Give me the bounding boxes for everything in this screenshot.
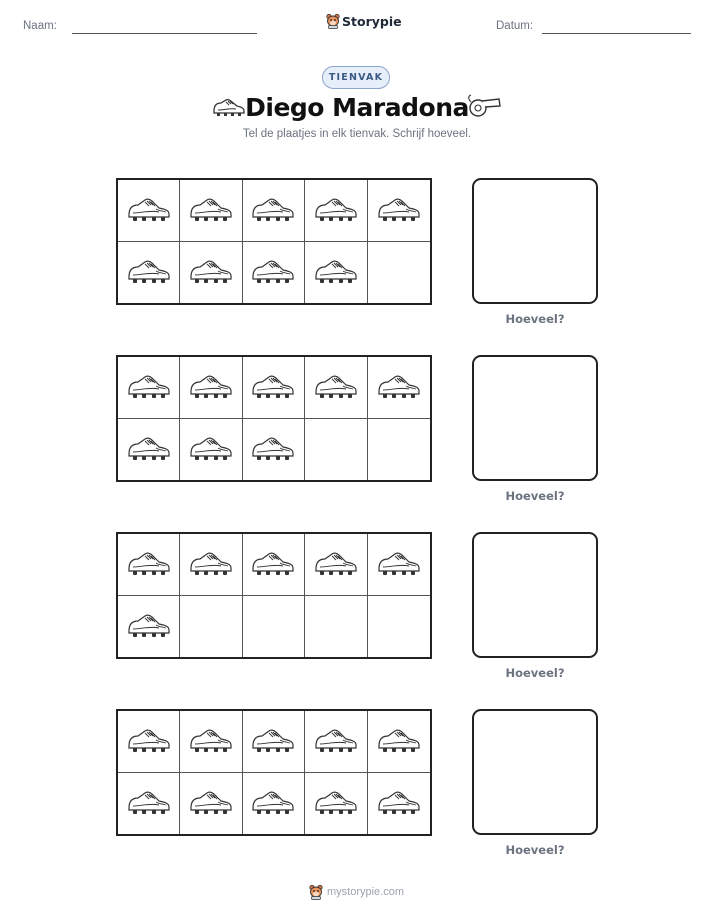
footer-url: mystorypie.com bbox=[327, 886, 405, 898]
ten-frame-cell bbox=[243, 419, 305, 481]
football-boot-icon bbox=[250, 257, 296, 287]
football-boot-icon bbox=[250, 549, 296, 579]
brand-name: Storypie bbox=[342, 13, 402, 29]
ten-frame-cell bbox=[118, 242, 180, 304]
brand-logo bbox=[326, 13, 402, 29]
football-boot-icon bbox=[250, 788, 296, 818]
football-boot-icon bbox=[188, 257, 234, 287]
name-line[interactable] bbox=[72, 33, 257, 34]
football-boot-icon bbox=[188, 434, 234, 464]
ten-frame-cell bbox=[118, 419, 180, 481]
ten-frame-cell bbox=[118, 357, 180, 419]
ten-frame-cell bbox=[368, 773, 430, 835]
football-boot-icon bbox=[376, 549, 422, 579]
ten-frame-cell bbox=[368, 419, 430, 481]
ten-frame-cell bbox=[305, 357, 367, 419]
answer-label: Hoeveel? bbox=[505, 666, 565, 680]
football-boot-icon bbox=[188, 195, 234, 225]
ten-frame-cell bbox=[180, 242, 242, 304]
football-boot-icon bbox=[313, 549, 359, 579]
football-boot-icon bbox=[126, 549, 172, 579]
ten-frame-cell bbox=[118, 596, 180, 658]
name-label: Naam: bbox=[23, 20, 57, 32]
football-boot-icon bbox=[126, 372, 172, 402]
ten-frame-cell bbox=[180, 596, 242, 658]
answer-box[interactable] bbox=[472, 532, 598, 658]
football-boot-icon bbox=[376, 372, 422, 402]
category-badge: TIENVAK bbox=[322, 66, 390, 89]
football-boot-icon bbox=[126, 726, 172, 756]
ten-frame-cell bbox=[243, 773, 305, 835]
answer-box[interactable] bbox=[472, 709, 598, 835]
ten-frame-cell bbox=[243, 711, 305, 773]
ten-frame-cell bbox=[243, 596, 305, 658]
answer-label: Hoeveel? bbox=[505, 489, 565, 503]
football-boot-icon bbox=[126, 611, 172, 641]
footer bbox=[309, 884, 404, 900]
ten-frame-cell bbox=[305, 534, 367, 596]
ten-frame-cell bbox=[118, 711, 180, 773]
ten-frame-cell bbox=[180, 773, 242, 835]
ten-frame bbox=[116, 355, 432, 482]
football-boot-icon bbox=[188, 372, 234, 402]
football-boot-icon bbox=[313, 726, 359, 756]
page-title: Diego Maradona bbox=[245, 93, 469, 122]
ten-frame-cell bbox=[118, 773, 180, 835]
answer-label: Hoeveel? bbox=[505, 312, 565, 326]
football-boot-icon bbox=[313, 257, 359, 287]
football-boot-icon bbox=[188, 788, 234, 818]
football-boot-icon bbox=[376, 788, 422, 818]
ten-frame-cell bbox=[243, 242, 305, 304]
answer-box[interactable] bbox=[472, 355, 598, 481]
ten-frame-cell bbox=[305, 773, 367, 835]
football-boot-icon bbox=[126, 195, 172, 225]
ten-frame-cell bbox=[305, 419, 367, 481]
football-boot-icon bbox=[126, 788, 172, 818]
answer-box[interactable] bbox=[472, 178, 598, 304]
football-boot-icon bbox=[188, 549, 234, 579]
ten-frame-cell bbox=[368, 711, 430, 773]
ten-frame-cell bbox=[118, 534, 180, 596]
football-boot-icon bbox=[376, 195, 422, 225]
football-boot-icon bbox=[313, 195, 359, 225]
ten-frame-cell bbox=[180, 534, 242, 596]
ten-frame-cell bbox=[180, 419, 242, 481]
football-boot-icon bbox=[250, 434, 296, 464]
ten-frame-cell bbox=[243, 357, 305, 419]
ten-frame-cell bbox=[368, 180, 430, 242]
ten-frame-cell bbox=[305, 242, 367, 304]
ten-frame-cell bbox=[180, 711, 242, 773]
ten-frame-cell bbox=[368, 242, 430, 304]
whistle-icon bbox=[466, 93, 502, 119]
ten-frame-cell bbox=[368, 534, 430, 596]
football-boot-icon bbox=[250, 195, 296, 225]
football-boot-icon bbox=[376, 726, 422, 756]
ten-frame bbox=[116, 178, 432, 305]
ten-frame-cell bbox=[368, 596, 430, 658]
football-boot-icon bbox=[250, 372, 296, 402]
ten-frame-cell bbox=[368, 357, 430, 419]
ten-frame-cell bbox=[305, 596, 367, 658]
date-line[interactable] bbox=[542, 33, 691, 34]
ten-frame-cell bbox=[305, 711, 367, 773]
football-boot-icon bbox=[313, 788, 359, 818]
ten-frame-cell bbox=[305, 180, 367, 242]
football-boot-icon bbox=[188, 726, 234, 756]
ten-frame-cell bbox=[243, 534, 305, 596]
date-label: Datum: bbox=[496, 20, 534, 32]
ten-frame bbox=[116, 532, 432, 659]
ten-frame-cell bbox=[180, 357, 242, 419]
storypie-mascot-icon bbox=[326, 13, 340, 29]
ten-frame-cell bbox=[118, 180, 180, 242]
football-boot-icon bbox=[313, 372, 359, 402]
football-boot-icon bbox=[126, 257, 172, 287]
ten-frame-cell bbox=[180, 180, 242, 242]
football-boot-icon bbox=[250, 726, 296, 756]
storypie-mascot-icon bbox=[309, 884, 323, 900]
ten-frame bbox=[116, 709, 432, 836]
ten-frame-cell bbox=[243, 180, 305, 242]
answer-label: Hoeveel? bbox=[505, 843, 565, 857]
instructions: Tel de plaatjes in elk tienvak. Schrijf hoeveel. bbox=[242, 128, 472, 140]
football-boot-icon bbox=[126, 434, 172, 464]
